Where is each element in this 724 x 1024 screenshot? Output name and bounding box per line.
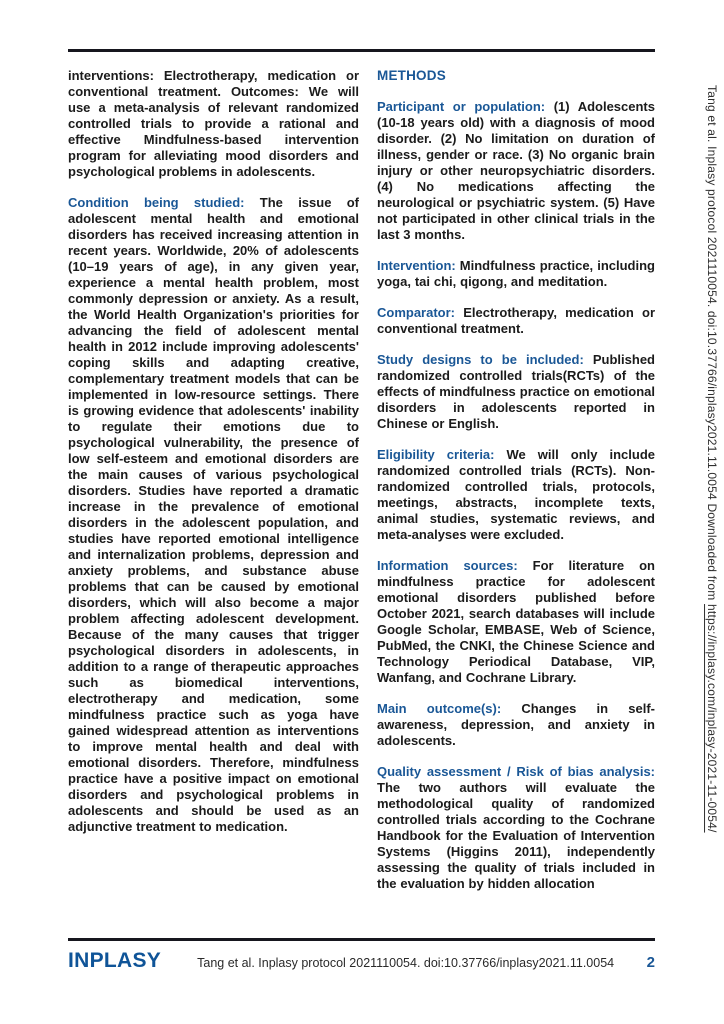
left-column	[68, 68, 359, 907]
sidebar-citation-link[interactable]: https://inplasy.com/inplasy-2021-11-0054/	[705, 604, 719, 833]
paragraph-condition-being-studied	[68, 195, 359, 835]
sidebar-citation-text: Tang et al. Inplasy protocol 2021110054. doi:10.37766/inplasy2021.11.0054 Downloaded from	[705, 85, 719, 605]
right-column	[377, 68, 655, 907]
paragraph-main-outcomes	[377, 701, 655, 749]
section-heading-information-sources: Information sources:	[377, 558, 518, 573]
footer-rule	[68, 938, 655, 941]
page-number: 2	[646, 954, 655, 971]
section-heading-intervention: Intervention:	[377, 258, 456, 273]
section-heading-study-designs: Study designs to be included:	[377, 352, 584, 367]
footer-citation: Tang et al. Inplasy protocol 2021110054. doi:10.37766/inplasy2021.11.0054	[197, 956, 615, 970]
paragraph-text: Mindfulness practice, including yoga, tai chi, qigong, and meditation.	[377, 258, 655, 289]
section-heading-eligibility-criteria: Eligibility criteria:	[377, 447, 495, 462]
inplasy-logo: INPLASY	[68, 949, 162, 972]
paragraph-information-sources	[377, 558, 655, 686]
top-rule	[68, 49, 655, 52]
sidebar-vertical-citation	[705, 85, 719, 833]
section-heading-quality-assessment: Quality assessment / Risk of bias analysis:	[377, 764, 655, 779]
paragraph-comparator	[377, 305, 655, 337]
paragraph-text: interventions: Electrotherapy, medication or conventional treatment. Outcomes: We will use a meta-analysis of relevant randomized controlled trials to provide a rational and effective Mindfulness-based intervention program for alleviating mood disorders and psychological problems in adolescents.	[68, 68, 359, 179]
page-footer	[68, 949, 655, 973]
section-heading-comparator: Comparator:	[377, 305, 456, 320]
paragraph-abstract-continued	[68, 68, 359, 180]
section-heading-main-outcomes: Main outcome(s):	[377, 701, 502, 716]
paragraph-text: (1) Adolescents (10-18 years old) with a diagnosis of mood disorder. (2) No limitation on duration of illness, gender or race. (3) No organic brain injury or other neuropsychiatric disorders. (4) No medications affecting the neurological or psychiatric system. (5) Have not participated in other clinical trials in the last 3 months.	[377, 99, 655, 242]
section-heading-condition-being-studied: Condition being studied:	[68, 195, 245, 210]
section-heading-participant-or-population: Participant or population:	[377, 99, 546, 114]
paragraph-text: We will only include randomized controlled trials (RCTs). Non-randomized controlled trials, protocols, meetings, abstracts, incomplete texts, animal studies, systematic reviews, and meta-analyses were excluded.	[377, 447, 655, 542]
paragraph-eligibility-criteria	[377, 447, 655, 543]
paragraph-text: The two authors will evaluate the methodological quality of randomized controlled trials according to the Cochrane Handbook for the Evaluation of Intervention Systems (Higgins 2011), independently assessing the quality of trials included in the evaluation by hidden allocation	[377, 780, 655, 891]
paragraph-participant-or-population	[377, 99, 655, 243]
paragraph-text: Electrotherapy, medication or conventional treatment.	[377, 305, 656, 336]
paragraph-text: The issue of adolescent mental health and emotional disorders has received increasing attention in recent years. Worldwide, 20% of adolescents (10–19 years of age), in any given year, experience a mental health problem, most commonly depression or anxiety. As a result, the World Health Organization's priorities for advancing the field of adolescent mental health in 2012 include improving adolescents' coping skills and adapting creative, complementary treatment models that can be implemented in low-resource settings. There is growing evidence that adolescents' inability to regulate their emotions due to psychological vulnerability, the presence of low self-esteem and emotional disorders are the main causes of various psychological disorders. Studies have reported a dramatic increase in the prevalence of emotional disorders in the adolescent population, and studies have reported emotional intelligence and internalization problems, depression and anxiety problems, and substance abuse problems that can be caused by emotional disorders, which will also become a major problem affecting adolescent development. Because of the many causes that trigger psychological disorders in adolescents, in addition to a range of therapeutic approaches such as biomedical interventions, electrotherapy and medication, some mindfulness practice such as yoga have gained widespread attention as interventions to improve mental health and deal with emotional disorders. Therefore, mindfulness practice have a positive impact on emotional disorders and psychological problems in adolescents and should be used as an adjunctive treatment to medication.	[68, 195, 360, 834]
paragraph-text: For literature on mindfulness practice for adolescent emotional disorders published before October 2021, search databases will include Google Scholar, EMBASE, Web of Science, PubMed, the CNKI, the Chinese Science and Technology Periodical Database, VIP, Wanfang, and Cochrane Library.	[377, 558, 656, 685]
paragraph-text: Published randomized controlled trials(RCTs) of the effects of mindfulness practice on emotional disorders in adolescents reported in Chinese or English.	[377, 352, 655, 431]
paragraph-intervention	[377, 258, 655, 290]
paragraph-quality-assessment	[377, 764, 655, 892]
two-column-body	[68, 68, 655, 907]
paragraph-study-designs	[377, 352, 655, 432]
section-heading-methods: METHODS	[377, 68, 446, 83]
paragraph-text: Changes in self-awareness, depression, and anxiety in adolescents.	[377, 701, 655, 748]
